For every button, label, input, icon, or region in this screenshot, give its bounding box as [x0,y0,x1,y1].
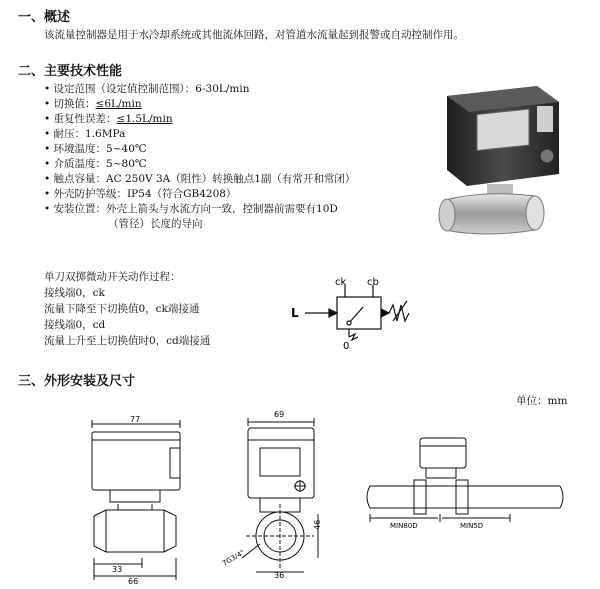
spec-item: • 切换值：≤6L/min [44,98,142,110]
drawing-side-view [70,415,200,586]
switch-process-title: 单刀双掷微动开关动作过程： [44,271,181,283]
section-heading-dimensions: 三、外形安装及尺寸 [18,374,136,389]
label-0: 0 [343,341,350,352]
switch-process-line: 流量上升至上切换值时0，cd端接通 [44,335,211,347]
spec-item: • 环境温度：5~40℃ [44,143,147,155]
label-cb: cb [367,277,379,288]
dim-min-upstream: MIN80D [390,522,418,530]
spec-item: • 触点容量：AC 250V 3A（阻性）转换触点1副（有常开和常闭） [44,173,356,185]
spec-item: • 介质温度：5~80℃ [44,158,147,170]
section-heading-overview: 一、概述 [18,10,71,25]
dim-69: 69 [274,410,285,419]
product-photo [425,78,575,248]
dim-66: 66 [128,577,139,586]
section-heading-specs: 二、主要技术性能 [18,64,123,79]
dim-36: 36 [274,571,285,580]
spec-item: • 安装位置：外壳上箭头与水流方向一致，控制器前需要有10D [44,203,338,215]
spec-list [44,82,355,232]
dim-33: 33 [112,565,123,574]
drawing-front-view [220,410,330,580]
drawing-install-view [360,430,570,540]
label-L: L [291,306,299,320]
switch-process-line: 接线端0，ck [44,287,105,299]
switch-process [44,269,210,349]
dim-min-downstream: MIN5D [460,522,484,530]
spec-item: • 设定范围（设定值控制范围）：6-30L/min [44,83,250,95]
spec-item: • 重复性误差：≤1.5L/min [44,113,173,125]
dim-46: 46 [313,519,322,530]
unit-label: 单位：mm [516,395,568,407]
dim-77: 77 [130,415,141,424]
spec-continuation: （管径）长度的导向 [108,218,203,230]
dim-thread: 7G3/4" [221,548,247,568]
switch-process-line: 接线端0，cd [44,319,106,331]
overview-text: 该流量控制器是用于水冷却系统或其他流体回路，对管道水流量起到报警或自动控制作用。 [44,29,464,41]
spec-item: • 耐压：1.6MPa [44,128,126,140]
switch-process-line: 流量下降至下切换值0，ck端接通 [44,303,200,315]
label-ck: ck [335,277,347,288]
spec-item: • 外壳防护等级：IP54（符合GB4208） [44,188,237,200]
switch-diagram [285,277,415,357]
